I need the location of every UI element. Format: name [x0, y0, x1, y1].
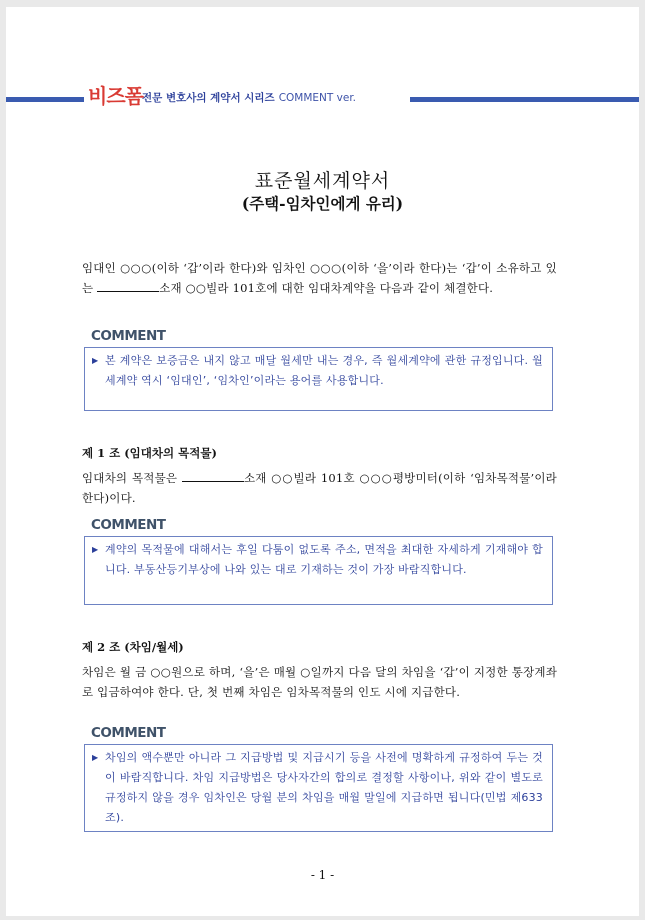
bullet-arrow-icon: ▶	[92, 356, 99, 365]
article-1-body	[82, 469, 557, 508]
comment-box-2	[84, 536, 553, 605]
document-page	[6, 7, 639, 916]
series-header	[6, 84, 639, 110]
intro-paragraph	[82, 259, 557, 298]
article-1-blank	[182, 471, 244, 482]
comment-label-3: COMMENT	[91, 725, 166, 741]
intro-text-2: 소재 ○○빌라 101호에 대한 임대차계약을 다음과 같이 체결한다.	[159, 280, 494, 295]
comment-text-3: 차임의 액수뿐만 아니라 그 지급방법 및 지급시기 등을 사전에 명확하게 규정하여 두는 것이 바람직합니다. 차임 지급방법은 당사자간의 합의로 결정할 사항이나, 위와 같이 별도로 규정하지 않을 경우 임차인은 당월 분의 차임을 매월 말일에 지급하면 됩니다(민법 제633조).	[105, 751, 543, 824]
article-1-text-2: 소재 ○○빌라 101호 ○○○평방미터(이하 ‘임차목적물’이라 한다)이다.	[82, 471, 557, 505]
bullet-arrow-icon: ▶	[92, 545, 99, 554]
series-title-ko: 전문 변호사의 계약서 시리즈	[142, 92, 275, 104]
address-blank	[97, 281, 159, 292]
bullet-arrow-icon: ▶	[92, 753, 99, 762]
article-2-body: 차임은 월 금 ○○원으로 하며, ‘을’은 매월 ○일까지 다음 달의 차임을 ‘갑’이 지정한 통장계좌로 입금하여야 한다. 단, 첫 번째 차임은 임차목적물의 인도 시에 지급한다.	[82, 665, 557, 699]
comment-text-2: 계약의 목적물에 대해서는 후일 다툼이 없도록 주소, 면적을 최대한 자세하게 기재해야 합니다. 부동산등기부상에 나와 있는 대로 기재하는 것이 가장 바람직합니다.	[105, 543, 543, 576]
series-title	[142, 91, 356, 105]
article-1-heading: 제 1 조 (임대차의 목적물)	[82, 446, 217, 460]
brand-logo: 비즈폼	[88, 84, 143, 108]
comment-text-1: 본 계약은 보증금은 내지 않고 매달 월세만 내는 경우, 즉 월세계약에 관한 규정입니다. 월세계약 역시 ‘임대인’, ‘임차인’이라는 용어를 사용합니다.	[105, 354, 543, 387]
document-title: 표준월세계약서	[254, 170, 391, 192]
comment-label-2: COMMENT	[91, 517, 166, 533]
header-rule-left	[6, 97, 84, 102]
page-number: - 1 -	[310, 868, 335, 882]
header-rule-right	[410, 97, 639, 102]
comment-box-3	[84, 744, 553, 832]
comment-label-1: COMMENT	[91, 328, 166, 344]
comment-box-1	[84, 347, 553, 411]
document-subtitle: (주택-임차인에게 유리)	[241, 194, 404, 213]
intro-text-1: 임대인 ○○○(이하 ‘갑’이라 한다)와 임차인 ○○○(이하 ‘을’이라 한다)는 ‘갑’이 소유하고 있는	[82, 261, 557, 295]
article-1-text-1: 임대차의 목적물은	[82, 471, 182, 485]
article-2-heading: 제 2 조 (차임/월세)	[82, 640, 184, 654]
series-title-en: COMMENT ver.	[278, 92, 357, 104]
